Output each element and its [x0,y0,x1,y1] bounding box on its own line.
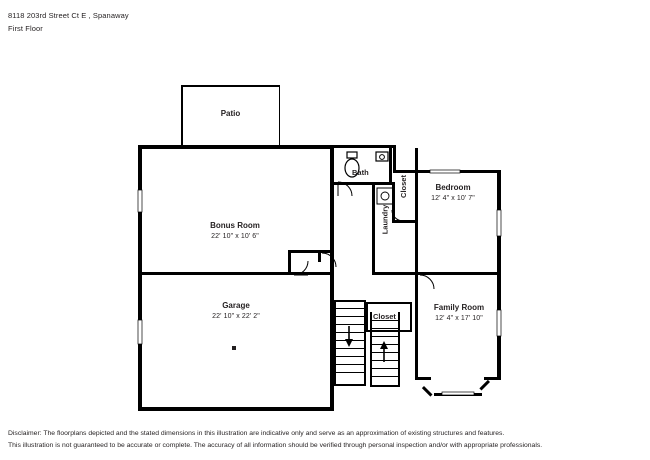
door-swing-garage [294,261,308,275]
disclaimer-line-2: This illustration is not guaranteed to be accurate or complete. The accuracy of all information should be verified through personal inspection and/or with appropriate professionals. [8,442,543,449]
room-label-bath: Bath [352,168,369,177]
stair-arrow-up [380,341,388,362]
room-label-family-room: Family Room 12' 4" x 17' 10" [433,303,485,322]
fixtures-overlay [0,40,650,420]
door-swing-bonus [322,253,336,267]
room-label-bonus-room: Bonus Room 22' 10" x 10' 6" [210,221,260,240]
garage-center-marker [232,346,236,350]
floorplan-drawing [0,40,650,420]
door-swing-bath [338,182,352,196]
floor-label: First Floor [8,24,43,33]
disclaimer-line-1: Disclaimer: The floorplans depicted and the stated dimensions in this illustration are indicative only and serve as an approximation of existing structures and features. [8,430,505,437]
window-bedroom-right [497,210,501,236]
door-swing-bedroom [420,275,434,289]
laundry-appliance-icons [377,188,393,204]
window-bonus-left [138,190,142,212]
room-label-laundry: Laundry [380,204,390,235]
window-bedroom-top [430,170,460,173]
room-label-garage: Garage 22' 10" x 22' 2" [212,301,260,320]
door-swing-closet-upper [392,210,403,221]
room-label-patio: Patio [220,109,241,118]
window-bay-bottom [442,392,474,395]
room-label-closet-lower: Closet [373,312,396,321]
property-address: 8118 203rd Street Ct E , Spanaway [8,11,129,20]
room-label-bedroom: Bedroom 12' 4" x 10' 7" [431,183,475,202]
room-label-closet-upper: Closet [398,175,408,198]
sink-icon [376,152,388,161]
window-garage-left [138,320,142,344]
stair-arrow-down [345,326,353,347]
